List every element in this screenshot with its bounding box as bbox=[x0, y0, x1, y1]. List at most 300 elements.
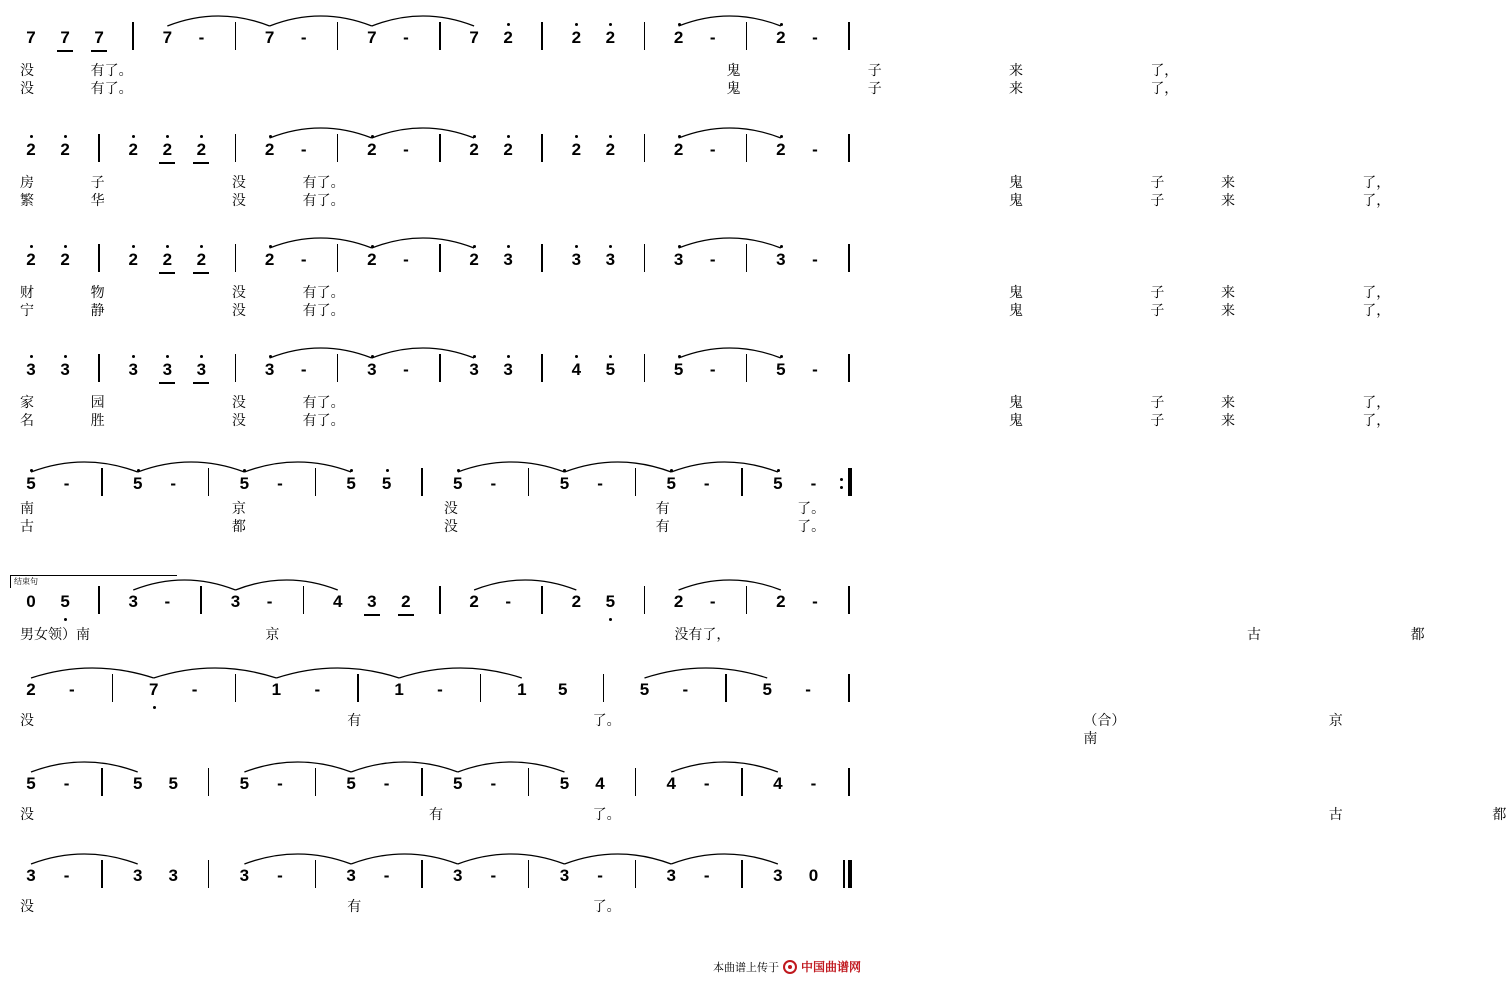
note: 7 bbox=[94, 28, 104, 47]
lyric-syllable: 来 bbox=[1220, 413, 1235, 429]
lyric-syllable: 没 bbox=[20, 807, 34, 823]
slur bbox=[236, 580, 338, 590]
dash-note: - bbox=[812, 140, 818, 159]
lyric-syllable: 家 bbox=[20, 395, 34, 411]
slur bbox=[372, 16, 474, 26]
note: 5 bbox=[776, 360, 786, 379]
note: 2 bbox=[367, 250, 377, 269]
slur bbox=[351, 854, 458, 864]
eighth-underline bbox=[193, 382, 209, 384]
slur bbox=[154, 668, 277, 678]
lyric-syllable: 有 bbox=[655, 519, 670, 535]
lyric-line bbox=[0, 626, 1425, 646]
lyric-syllable: 没 bbox=[443, 501, 458, 517]
note: 7 bbox=[148, 680, 159, 699]
note: 7 bbox=[162, 28, 173, 47]
lyric-syllable: 子 bbox=[867, 81, 882, 97]
eighth-underline bbox=[364, 614, 380, 616]
slur bbox=[372, 128, 474, 138]
note: 2 bbox=[605, 140, 616, 159]
lyric-syllable: 子 bbox=[1150, 303, 1165, 319]
note: 2 bbox=[401, 592, 411, 611]
lyric-syllable: 子 bbox=[1150, 285, 1165, 301]
dash-note: - bbox=[709, 28, 716, 47]
lyric-syllable: 宁 bbox=[20, 303, 34, 319]
note: 3 bbox=[605, 250, 616, 269]
slur bbox=[564, 462, 671, 472]
lyric-syllable: 鬼 bbox=[726, 63, 741, 79]
lyric-syllable: 有了。 bbox=[90, 81, 133, 97]
note: 2 bbox=[571, 28, 582, 47]
notes-row bbox=[0, 236, 879, 276]
lyric-syllable: 没 bbox=[231, 193, 246, 209]
lyric-syllable: 没 bbox=[231, 395, 246, 411]
lyric-syllable: 没 bbox=[20, 63, 34, 79]
lyric-syllable: 静 bbox=[90, 303, 105, 319]
lyric-line bbox=[0, 898, 879, 918]
note: 7 bbox=[26, 28, 36, 47]
site-logo-icon bbox=[783, 960, 797, 974]
note: 2 bbox=[264, 140, 275, 159]
slur bbox=[671, 762, 778, 772]
dash-note: - bbox=[703, 774, 710, 793]
lyric-syllable: 子 bbox=[1150, 193, 1165, 209]
lyric-line bbox=[0, 174, 1391, 194]
dash-note: - bbox=[300, 28, 307, 47]
dash-note: - bbox=[164, 592, 171, 611]
dash-note: - bbox=[812, 360, 818, 379]
lyric-syllable: 子 bbox=[867, 63, 882, 79]
lyric-line bbox=[0, 80, 1179, 100]
note: 3 bbox=[469, 360, 479, 379]
eighth-underline bbox=[159, 162, 175, 164]
dash-note: - bbox=[709, 592, 716, 611]
footer bbox=[713, 958, 861, 975]
note: 2 bbox=[571, 140, 582, 159]
note: 3 bbox=[128, 592, 138, 611]
notes-row bbox=[0, 14, 879, 54]
dash-note: - bbox=[383, 774, 390, 793]
slur bbox=[244, 854, 351, 864]
note: 2 bbox=[162, 250, 173, 269]
lyric-line bbox=[0, 500, 879, 520]
note: 3 bbox=[571, 250, 582, 269]
slur bbox=[270, 16, 372, 26]
dash-note: - bbox=[266, 592, 273, 611]
note: 5 bbox=[453, 774, 463, 793]
lyric-syllable: 房 bbox=[20, 175, 34, 191]
note: 2 bbox=[776, 592, 786, 611]
lyric-syllable: 子 bbox=[1150, 175, 1165, 191]
note: 7 bbox=[264, 28, 275, 47]
dash-note: - bbox=[300, 250, 307, 269]
slur bbox=[564, 854, 671, 864]
lyric-syllable: 了， bbox=[1362, 413, 1391, 429]
dash-note: - bbox=[812, 28, 818, 47]
lyric-syllable: 都 bbox=[1410, 627, 1425, 643]
note: 3 bbox=[196, 360, 207, 379]
dash-note: - bbox=[437, 680, 443, 699]
lyric-syllable: 了， bbox=[1362, 175, 1391, 191]
lyric-syllable: 古 bbox=[20, 519, 34, 535]
note: 5 bbox=[773, 474, 783, 493]
footer-site[interactable]: 中国曲谱网 bbox=[800, 960, 861, 974]
note: 5 bbox=[605, 592, 616, 611]
notes-row bbox=[0, 666, 879, 706]
notes-row bbox=[0, 852, 879, 892]
note: 2 bbox=[196, 140, 207, 159]
note: 3 bbox=[503, 360, 513, 379]
note: 5 bbox=[60, 592, 70, 611]
slur bbox=[679, 238, 781, 248]
note: 3 bbox=[60, 360, 70, 379]
note: 5 bbox=[239, 774, 250, 793]
note: 5 bbox=[453, 474, 463, 493]
note: 5 bbox=[346, 474, 356, 493]
note: 2 bbox=[673, 592, 684, 611]
dash-note: - bbox=[277, 866, 283, 885]
note: 5 bbox=[168, 774, 178, 793]
note: 2 bbox=[673, 140, 684, 159]
slur bbox=[458, 762, 565, 772]
note: 3 bbox=[128, 360, 138, 379]
note: 2 bbox=[367, 140, 377, 159]
lyric-syllable: 了。 bbox=[592, 899, 621, 915]
note: 3 bbox=[773, 866, 783, 885]
lyric-syllable: 财 bbox=[20, 285, 34, 301]
dash-note: - bbox=[805, 680, 811, 699]
dash-note: - bbox=[812, 250, 818, 269]
lyric-syllable: 有了。 bbox=[302, 175, 345, 191]
note: 3 bbox=[673, 250, 684, 269]
lyric-syllable: 了。 bbox=[797, 519, 826, 535]
dash-note: - bbox=[170, 474, 177, 493]
note: 2 bbox=[264, 250, 275, 269]
slur bbox=[270, 238, 372, 248]
dash-note: - bbox=[709, 140, 716, 159]
lyric-syllable: 名 bbox=[20, 413, 34, 429]
note: 2 bbox=[469, 140, 479, 159]
dash-note: - bbox=[63, 474, 70, 493]
dash-note: - bbox=[191, 680, 198, 699]
lyric-line bbox=[0, 712, 1343, 747]
note: 2 bbox=[162, 140, 173, 159]
slur bbox=[458, 854, 565, 864]
note: 5 bbox=[346, 774, 356, 793]
dash-note: - bbox=[810, 474, 817, 493]
eighth-underline bbox=[159, 272, 175, 274]
slur bbox=[270, 348, 372, 358]
dash-note: - bbox=[703, 866, 710, 885]
lyric-syllable: 有了。 bbox=[302, 395, 345, 411]
note: 5 bbox=[26, 774, 36, 793]
lyric-syllable: 古 bbox=[1247, 627, 1261, 643]
note: 3 bbox=[264, 360, 275, 379]
note: 4 bbox=[571, 360, 582, 379]
slur bbox=[399, 668, 522, 678]
lyric-syllable: 胜 bbox=[90, 413, 105, 429]
note: 5 bbox=[605, 360, 616, 379]
lyric-syllable: 子 bbox=[1150, 413, 1165, 429]
note: 5 bbox=[666, 474, 676, 493]
note: 3 bbox=[26, 866, 36, 885]
note: 3 bbox=[559, 866, 570, 885]
dash-note: - bbox=[63, 774, 70, 793]
slur bbox=[351, 762, 458, 772]
slur bbox=[458, 462, 565, 472]
lyric-line bbox=[0, 62, 1179, 82]
lyric-syllable: 了， bbox=[1362, 395, 1391, 411]
note: 3 bbox=[168, 866, 178, 885]
note: 2 bbox=[128, 140, 138, 159]
note: 3 bbox=[239, 866, 250, 885]
eighth-underline bbox=[193, 272, 209, 274]
octave-dot-below bbox=[153, 706, 156, 709]
lyric-syllable: 了。 bbox=[592, 713, 621, 729]
note: 3 bbox=[503, 250, 513, 269]
lyric-syllable: 鬼 bbox=[1009, 303, 1024, 319]
slur bbox=[244, 462, 351, 472]
note: 7 bbox=[60, 28, 70, 47]
notes-row bbox=[0, 346, 879, 386]
note: 5 bbox=[762, 680, 772, 699]
slurs bbox=[0, 662, 879, 682]
note: 5 bbox=[559, 774, 570, 793]
slur bbox=[31, 668, 154, 678]
coda-label: 结束句 bbox=[10, 575, 177, 588]
lyric-syllable: 都 bbox=[1492, 807, 1506, 823]
lyric-syllable: 有了。 bbox=[302, 303, 345, 319]
lyric-syllable: 园 bbox=[90, 395, 105, 411]
lyric-syllable: 没 bbox=[20, 899, 34, 915]
note: 5 bbox=[559, 474, 570, 493]
slur bbox=[679, 348, 781, 358]
slur bbox=[679, 128, 781, 138]
lyric-syllable: 京 bbox=[265, 627, 280, 643]
slurs bbox=[0, 756, 879, 776]
lyric-syllable: 物 bbox=[90, 285, 105, 301]
note: 1 bbox=[394, 680, 404, 699]
slur bbox=[679, 16, 781, 26]
slur bbox=[679, 580, 781, 590]
lyric-syllable: 没有了， bbox=[674, 627, 731, 643]
note: 3 bbox=[346, 866, 356, 885]
lyric-syllable: 有 bbox=[347, 713, 362, 729]
lyric-syllable: 没 bbox=[231, 413, 246, 429]
note: 2 bbox=[776, 28, 786, 47]
note: 5 bbox=[26, 474, 36, 493]
lyric-syllable: 繁 bbox=[20, 193, 34, 209]
notes-row bbox=[0, 760, 879, 800]
lyric-syllable: 古 bbox=[1328, 807, 1343, 823]
lyric-syllable: 没 bbox=[20, 81, 34, 97]
slur bbox=[671, 854, 778, 864]
lyric-syllable: 鬼 bbox=[1009, 413, 1024, 429]
note: 4 bbox=[773, 774, 783, 793]
dash-note: - bbox=[383, 866, 390, 885]
note: 5 bbox=[381, 474, 392, 493]
lyric-syllable: 来 bbox=[1220, 303, 1235, 319]
notes-row bbox=[0, 126, 879, 166]
dash-note: - bbox=[300, 360, 307, 379]
note: 7 bbox=[469, 28, 479, 47]
dash-note: - bbox=[812, 592, 818, 611]
lyric-line bbox=[0, 518, 879, 538]
dash-note: - bbox=[703, 474, 710, 493]
slur bbox=[138, 462, 245, 472]
dash-note: - bbox=[403, 250, 409, 269]
lyric-syllable: 男女领）南 bbox=[20, 627, 90, 643]
dash-note: - bbox=[300, 140, 307, 159]
slur bbox=[31, 854, 138, 864]
lyric-syllable: 来 bbox=[1009, 63, 1024, 79]
lyric-syllable: 了， bbox=[1362, 285, 1391, 301]
lyric-syllable: 鬼 bbox=[1009, 285, 1024, 301]
lyric-syllable: 有了。 bbox=[302, 285, 345, 301]
lyric-syllable: 了。 bbox=[797, 501, 826, 517]
lyric-syllable: 鬼 bbox=[726, 81, 741, 97]
note: 2 bbox=[60, 250, 70, 269]
lyric-line bbox=[0, 394, 1391, 414]
eighth-underline bbox=[57, 50, 73, 52]
lyric-syllable: 有了。 bbox=[302, 413, 345, 429]
slur bbox=[31, 462, 138, 472]
lyric-syllable: 来 bbox=[1220, 175, 1235, 191]
note: 3 bbox=[26, 360, 36, 379]
slurs bbox=[0, 342, 879, 362]
slurs bbox=[0, 232, 879, 252]
notes-row bbox=[0, 460, 879, 500]
dash-note: - bbox=[505, 592, 511, 611]
lyric-line bbox=[0, 284, 1391, 304]
octave-dot-below bbox=[64, 618, 67, 621]
dash-note: - bbox=[490, 774, 497, 793]
slurs bbox=[0, 122, 879, 142]
dash-note: - bbox=[403, 360, 409, 379]
dash-note: - bbox=[314, 680, 321, 699]
lyric-line bbox=[0, 192, 1391, 212]
note: 3 bbox=[230, 592, 241, 611]
note: 5 bbox=[673, 360, 684, 379]
lyric-syllable: 来 bbox=[1220, 193, 1235, 209]
dash-note: - bbox=[403, 28, 409, 47]
note: 3 bbox=[666, 866, 676, 885]
note: 5 bbox=[557, 680, 568, 699]
lyric-syllable: 京 bbox=[231, 501, 246, 517]
dash-note: - bbox=[597, 866, 603, 885]
note: 2 bbox=[469, 592, 479, 611]
note: 5 bbox=[639, 680, 650, 699]
slur bbox=[671, 462, 778, 472]
lyric-syllable: 子 bbox=[90, 175, 105, 191]
lyric-syllable: 没 bbox=[231, 175, 246, 191]
slur bbox=[474, 580, 576, 590]
note: 5 bbox=[132, 774, 143, 793]
lyric-syllable: 来 bbox=[1220, 285, 1235, 301]
dash-note: - bbox=[490, 866, 497, 885]
slur bbox=[372, 348, 474, 358]
lyric-syllable: （合）南 bbox=[1083, 713, 1126, 747]
lyric-line bbox=[0, 412, 1391, 432]
note: 2 bbox=[503, 140, 513, 159]
lyric-syllable: 京 bbox=[1328, 713, 1343, 729]
lyric-syllable: 南 bbox=[20, 501, 34, 517]
note: 3 bbox=[367, 360, 377, 379]
slurs bbox=[0, 456, 879, 476]
lyric-syllable: 有 bbox=[429, 807, 443, 823]
lyric-syllable: 鬼 bbox=[1009, 395, 1024, 411]
lyric-syllable: 没 bbox=[231, 303, 246, 319]
dash-note: - bbox=[490, 474, 497, 493]
note: 5 bbox=[239, 474, 250, 493]
lyric-syllable: 华 bbox=[90, 193, 105, 209]
slur bbox=[244, 762, 351, 772]
dash-note: - bbox=[403, 140, 409, 159]
slur bbox=[270, 128, 372, 138]
lyric-line bbox=[0, 806, 1506, 826]
note: 1 bbox=[271, 680, 282, 699]
note: 2 bbox=[128, 250, 138, 269]
lyric-syllable: 鬼 bbox=[1009, 193, 1024, 209]
lyric-syllable: 没 bbox=[443, 519, 458, 535]
eighth-underline bbox=[193, 162, 209, 164]
note: 2 bbox=[60, 140, 70, 159]
lyric-syllable: 没 bbox=[231, 285, 246, 301]
note: 3 bbox=[453, 866, 463, 885]
octave-dot-below bbox=[609, 618, 612, 621]
note: 4 bbox=[595, 774, 605, 793]
note: 4 bbox=[333, 592, 343, 611]
note: 4 bbox=[666, 774, 676, 793]
slurs bbox=[0, 848, 879, 868]
note: 2 bbox=[26, 250, 36, 269]
lyric-syllable: 了， bbox=[1150, 81, 1179, 97]
slur bbox=[645, 668, 768, 678]
lyric-syllable: 了， bbox=[1362, 193, 1391, 209]
note: 2 bbox=[469, 250, 479, 269]
note: 5 bbox=[132, 474, 143, 493]
note: 3 bbox=[162, 360, 173, 379]
eighth-underline bbox=[398, 614, 414, 616]
dash-note: - bbox=[277, 474, 283, 493]
note: 2 bbox=[571, 592, 582, 611]
note: 2 bbox=[776, 140, 786, 159]
footer-prefix: 本曲谱上传于 bbox=[712, 960, 779, 974]
slur bbox=[31, 762, 138, 772]
slur bbox=[167, 16, 269, 26]
dash-note: - bbox=[810, 774, 817, 793]
note: 2 bbox=[673, 28, 684, 47]
lyric-syllable: 有 bbox=[347, 899, 362, 915]
lyric-syllable: 来 bbox=[1220, 395, 1235, 411]
eighth-underline bbox=[91, 50, 107, 52]
repeat-dot bbox=[840, 478, 843, 481]
lyric-syllable: 都 bbox=[231, 519, 246, 535]
lyric-syllable: 有了。 bbox=[302, 193, 345, 209]
note: 7 bbox=[367, 28, 377, 47]
slurs bbox=[0, 10, 879, 30]
note: 0 bbox=[26, 592, 36, 611]
lyric-syllable: 有了。 bbox=[90, 63, 133, 79]
lyric-syllable: 子 bbox=[1150, 395, 1165, 411]
note: 2 bbox=[26, 140, 36, 159]
lyric-syllable: 了， bbox=[1150, 63, 1179, 79]
eighth-underline bbox=[159, 382, 175, 384]
dash-note: - bbox=[63, 866, 70, 885]
note: 3 bbox=[132, 866, 143, 885]
dash-note: - bbox=[709, 250, 716, 269]
note: 2 bbox=[503, 28, 513, 47]
